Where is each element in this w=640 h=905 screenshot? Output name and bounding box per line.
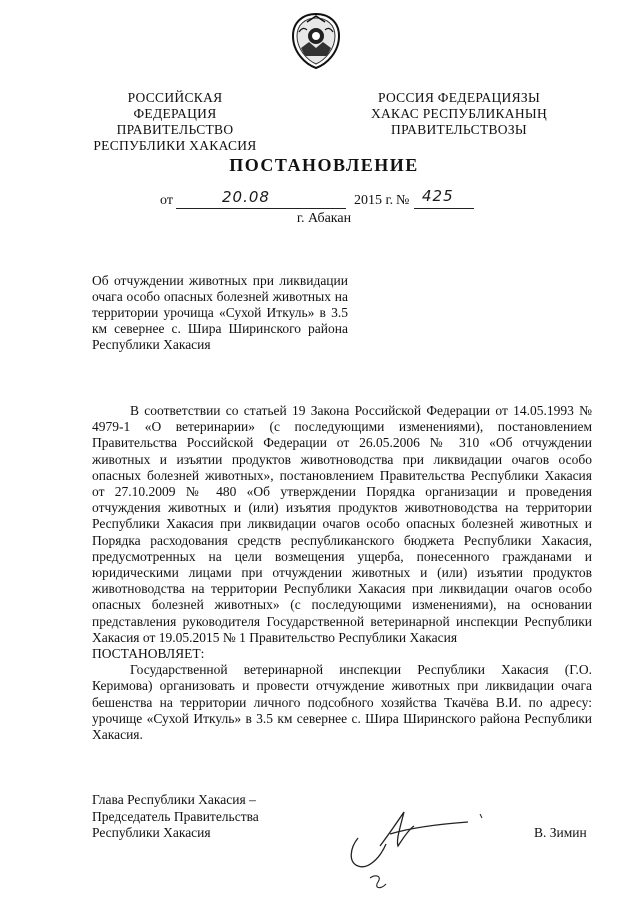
city-line: г. Абакан	[296, 211, 352, 226]
document-subject: Об отчуждении животных при ликвидации очага особо опасных болезней животных на территории урочища «Сухой Иткуль» в 3.5 км севернее с. Шира Ширинского района Республики Хакасия	[92, 273, 348, 352]
header-left-line-2: ПРАВИТЕЛЬСТВО	[116, 122, 234, 137]
date-year: 2015 г.	[354, 193, 394, 208]
header-right-line-3: ПРАВИТЕЛЬСТВОЗЫ	[391, 122, 527, 137]
body-paragraph-1: В соответствии со статьей 19 Закона Российской Федерации от 14.05.1993 № 4979-1 «О ветеринарии» (с последующими изменениями), постановлением Правительства Российской Федерации от 26.05.2006 № 310 «Об отчуждении животных и изъятии продуктов животноводства при ликвидации очагов особо опасных болезней животных», постановлением Правительства Республики Хакасия от 27.10.2009 № 480 «Об утверждении Порядка организации и проведения отчуждения животных и (или) изъятия продуктов животноводства на территории Республики Хакасия при ликвидации очагов особо опасных болезней животных и Порядка расходования средств республиканского бюджета Республики Хакасия, предусмотренных на цели возмещения ущерба, понесенного гражданами и юридическими лицами при отчуждении животных и (или) изъятии продуктов животноводства на территории Республики Хакасия при ликвидации очагов особо опасных болезней животных» (с последующими изменениями), на основании представления руководителя Государственной ветеринарной инспекции Республики Хакасия от 19.05.2015 № 1 Правительство Республики Хакасия	[92, 403, 592, 645]
body-paragraph-2: Государственной ветеринарной инспекции Республики Хакасия (Г.О. Керимова) организовать и провести отчуждение животных при ликвидации очага бешенства на территории личного подсобного хозяйства Ткачёва В.И. по адресу: урочище «Сухой Иткуль» в 3.5 км севернее с. Шира Ширинского района Республики Хакасия.	[92, 662, 592, 743]
header-left	[86, 90, 264, 154]
signatory-position	[92, 792, 292, 842]
resolves-line: ПОСТАНОВЛЯЕТ:	[92, 646, 205, 662]
header-right-line-2: ХАКАС РЕСПУБЛИКАНЫҢ	[370, 106, 548, 121]
number-underline	[414, 208, 474, 209]
date-prefix: от	[160, 193, 173, 208]
header-right	[370, 90, 548, 138]
document-title: ПОСТАНОВЛЕНИЕ	[229, 155, 419, 175]
handwritten-signature	[340, 800, 490, 890]
handwritten-number: 425	[422, 187, 454, 205]
date-underline	[176, 208, 346, 209]
coat-of-arms-icon	[289, 12, 343, 70]
signatory-name: В. Зимин	[534, 825, 587, 840]
position-line-3: Республики Хакасия	[92, 825, 211, 840]
header-left-line-1: РОССИЙСКАЯ ФЕДЕРАЦИЯ	[127, 90, 223, 121]
position-line-1: Глава Республики Хакасия –	[92, 792, 256, 807]
date-number-line	[160, 187, 490, 212]
header-right-line-1: РОССИЯ ФЕДЕРАЦИЯЗЫ	[377, 90, 541, 105]
position-line-2: Председатель Правительства	[92, 808, 259, 824]
number-sign: №	[396, 193, 410, 208]
header-left-line-3: РЕСПУБЛИКИ ХАКАСИЯ	[93, 138, 257, 153]
handwritten-date: 20.08	[222, 188, 270, 206]
document-body	[92, 403, 592, 743]
